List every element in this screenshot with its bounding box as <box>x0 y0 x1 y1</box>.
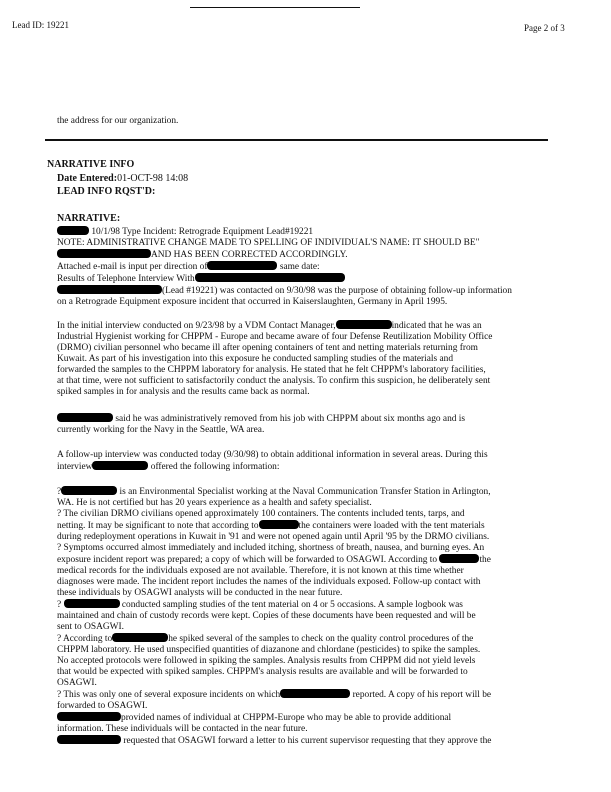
narrative-title: NARRATIVE: <box>57 213 121 224</box>
date-entered <box>57 173 188 184</box>
redaction <box>207 261 277 270</box>
date-entered-value: 01-OCT-98 14:08 <box>117 173 189 184</box>
redaction <box>57 413 113 422</box>
redaction <box>195 273 345 282</box>
redaction <box>57 285 162 294</box>
paragraph-followup: A follow-up interview was conducted today (9/30/98) to obtain additional information in several areas. During this interview offered the following information: <box>57 450 488 472</box>
redaction <box>92 461 148 470</box>
page-number: Page 2 of 3 <box>524 23 565 33</box>
paragraph-initial-interview: In the initial interview conducted on 9/23/98 by a VDM Contact Manager, indicated that he was an Industrial Hygienist working for CHPPM - Europe and became aware of four Defense Reutilization Mobility Office (DRMO) civilian personnel who became ill after opening containers of tent and netting materials returning from Kuwait. As part of his investigation into this exposure he conducted sampling studies of the materials and forwarded the samples to the CHPPM laboratory for analysis. He stated that he felt CHPPM's laboratory facilities, at that time, were not sufficient to satisfactorily conduct the analysis. To confirm this suspicion, he deliberately sent spiked samples in for analysis and the results came back as normal. <box>57 321 493 397</box>
redaction <box>57 735 121 744</box>
narrative-line: 10/1/98 Type Incident: Retrograde Equipment Lead#19221 <box>57 226 557 238</box>
redaction <box>57 712 121 721</box>
findings-list: ? is an Environmental Specialist working at the Naval Communication Transfer Station in Arlington, WA. He is not certified but has 20 years experience as a health and safety specialist. ? The civilian DRMO civilians opened approximately 100 containers. The contents included tents, tarps, and netting. It may be significant to note that according to the containers were loaded with the tent materials during redeployment operations in Kuwait in '91 and were not opened again until April '95 by the DRMO civilians. ? Symptoms occurred almost immediately and included itching, shortness of breath, nausea, and burning eyes. An exposure incident report was prepared; a copy of which will be forwarded to OSAGWI. According to the medical records for the individuals exposed are not available. Therefore, it is not known at this time whether diagnoses were made. The incident report includes the names of the individuals exposed. Follow-up contact with these individuals by OSAGWI analysts will be conducted in the near future. ? conducted sampling studies of the tent material on 4 or 5 occasions. A sample logbook was maintained and chain of custody records were kept. Copies of these documents have been requested and will be sent to OSAGWI. ? According to he spiked several of the samples to check on the quality control procedures of the CHPPM laboratory. He used unspecified quantities of diazanone and chlordane (pesticides) to spike the samples. No accepted protocols were followed in spiking the samples. Analysis results from CHPPM did not yield levels that would be expected with spiked samples. CHPPM's analysis results are available and will be forwarded to OSAGWI. ? This was only one of several exposure incidents on which reported. A copy of his report will be forwarded to OSAGWI. provided names of individual at CHPPM-Europe who may be able to provide additional information. These individuals will be contacted in the near future. requested that OSAGWI forward a letter to his current supervisor requesting that they approve the <box>57 487 492 746</box>
narrative-line: Results of Telephone Interview With <box>57 273 557 285</box>
lead-info-rqst: LEAD INFO RQST'D: <box>57 186 156 197</box>
top-divider <box>190 7 360 8</box>
redaction <box>112 633 168 642</box>
section-divider <box>45 139 548 141</box>
redaction <box>61 486 117 495</box>
narrative-line: NOTE: ADMINISTRATIVE CHANGE MADE TO SPELLING OF INDIVIDUAL'S NAME: IT SHOULD BE" <box>57 238 480 248</box>
redaction <box>280 689 350 698</box>
narrative-body <box>57 226 557 308</box>
narrative-line: (Lead #19221) was contacted on 9/30/98 was the purpose of obtaining follow-up information <box>57 285 557 297</box>
redaction <box>57 226 89 235</box>
date-entered-label: Date Entered: <box>57 173 118 184</box>
previous-text: the address for our organization. <box>57 116 179 126</box>
narrative-line: Attached e-mail is input per direction of same date: <box>57 262 320 272</box>
narrative-line: AND HAS BEEN CORRECTED ACCORDINGLY. <box>57 249 557 261</box>
redaction <box>336 320 392 329</box>
paragraph-removed: said he was administratively removed from his job with CHPPM about six months ago and is currently working for the Navy in the Seattle, WA area. <box>57 414 466 435</box>
redaction <box>57 249 151 258</box>
redaction <box>259 520 299 529</box>
redaction <box>439 554 479 563</box>
redaction <box>64 599 120 608</box>
lead-id-header: Lead ID: 19221 <box>12 20 69 30</box>
narrative-line: on a Retrograde Equipment exposure incident that occurred in Kaiserslaughten, Germany in April 1995. <box>57 297 448 307</box>
section-title: NARRATIVE INFO <box>47 159 135 170</box>
